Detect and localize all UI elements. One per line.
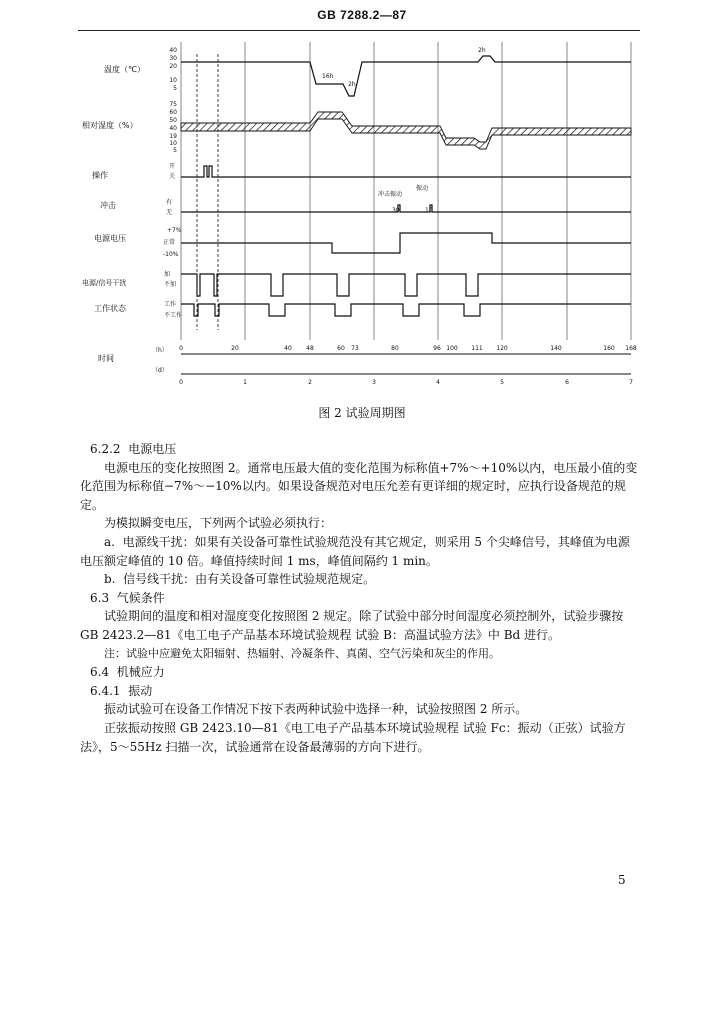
dashed-guides [181, 54, 232, 330]
row-label-operation: 操作 [92, 171, 108, 180]
voltage-state-low: -10% [163, 251, 179, 258]
humidity-tick: 10 [169, 140, 177, 147]
temp-tick: 5 [173, 85, 177, 92]
hour-tick: 20 [231, 345, 239, 352]
hour-tick: 40 [284, 345, 292, 352]
section-heading-6-2-2: 6.2.2 电源电压 [90, 442, 177, 456]
days-unit: （d） [152, 367, 168, 374]
power-signal-state-on: 加 [164, 271, 171, 278]
hour-tick: 48 [306, 345, 314, 352]
humidity-tick: 5 [173, 147, 177, 154]
vertical-grid [181, 42, 631, 340]
paragraph: 电源电压的变化按照图 2。通常电压最大值的变化范围为标称值+7%～+10%以内，电压最小值的变化范围为标称值−7%～−10%以内。如果设备规范对电压允差有更详细的规定时，应执行设备规范的规定。 [80, 460, 638, 512]
figure-caption: 图 2 试验周期图 [318, 406, 406, 420]
hours-unit: （h） [152, 347, 168, 354]
header-rule [78, 30, 640, 31]
hour-tick: 120 [496, 345, 508, 352]
operation-state-on: 开 [169, 163, 176, 170]
test-cycle-figure [0, 40, 724, 400]
hour-tick: 100 [446, 345, 458, 352]
row-label-vibration: 冲击 [100, 201, 116, 210]
section-heading-6-4-1: 6.4.1 振动 [90, 683, 153, 698]
day-tick: 7 [629, 379, 633, 386]
row-label-humidity: 相对湿度（%） [82, 121, 138, 130]
day-tick: 5 [500, 379, 504, 386]
hour-tick: 96 [433, 345, 441, 352]
humidity-tick: 19 [169, 133, 177, 140]
paragraph: 正弦振动按照 GB 2423.10—81《电工电子产品基本环境试验规程 试验 Fc：振动（正弦）试验方法》，5～55Hz 扫描一次，试验通常在设备最薄弱的方向下进行。 [80, 720, 626, 754]
hour-tick: 160 [603, 345, 615, 352]
humidity-band [181, 112, 631, 149]
hour-tick: 140 [550, 345, 562, 352]
operating-state-working: 工作 [164, 301, 177, 308]
day-tick: 1 [243, 379, 247, 386]
vibration-line [181, 205, 631, 212]
humidity-tick: 50 [169, 117, 177, 124]
humidity-tick: 60 [169, 109, 177, 116]
list-item-b: b. 信号线干扰：由有关设备可靠性试验规范规定。 [104, 572, 376, 587]
vibration-label-shock: 冲击振动 [378, 191, 403, 198]
row-label-power-voltage: 电源电压 [94, 234, 126, 243]
paragraph: 为模拟瞬变电压，下列两个试验必须执行： [104, 516, 333, 531]
document-number-header: GB 7288.2—87 [317, 8, 407, 22]
day-tick: 4 [436, 379, 440, 386]
note: 注：试验中应避免太阳辐射、热辐射、冷凝条件、真菌、空气污染和灰尘的作用。 [104, 646, 500, 660]
temp-tick: 40 [169, 47, 177, 54]
temp-tick: 30 [169, 55, 177, 62]
page-number: 5 [618, 873, 626, 887]
day-tick: 3 [372, 379, 376, 386]
power-signal-line [181, 274, 631, 296]
day-tick: 6 [565, 379, 569, 386]
operation-line [181, 166, 631, 177]
power-signal-state-off: 不加 [164, 281, 177, 288]
vibration-state-yes: 有 [166, 199, 173, 206]
vibration-label-vibration: 振动 [416, 185, 429, 192]
humidity-tick: 40 [169, 125, 177, 132]
voltage-state-high: +7% [167, 227, 182, 234]
temp-tick: 20 [169, 63, 177, 70]
row-label-temperature: 温度（℃） [104, 65, 145, 74]
operating-status-line [181, 304, 631, 316]
hour-tick: 168 [625, 345, 637, 352]
annotation-2h-b: 2h [478, 47, 486, 54]
list-item-a: a. 电源线干扰：如果有关设备可靠性试验规范没有其它规定，则采用 5 个尖峰信号，其峰值为电源电压额定峰值的 10 倍。峰值持续时间 1 ms，峰值间隔约 1 min。 [80, 534, 630, 568]
hour-tick: 0 [179, 345, 183, 352]
voltage-state-normal: 正常 [163, 239, 176, 246]
power-voltage-line [181, 233, 631, 253]
temperature-line [181, 56, 631, 96]
annotation-2h-a: 2h [348, 81, 356, 88]
day-tick: 0 [179, 379, 183, 386]
row-label-time: 时间 [98, 354, 114, 363]
body-text [80, 440, 640, 756]
vibration-mark: 10 [425, 207, 433, 214]
hour-tick: 111 [471, 345, 483, 352]
hour-tick: 60 [337, 345, 345, 352]
vibration-mark: 30 [392, 207, 400, 214]
paragraph: 振动试验可在设备工作情况下按下表两种试验中选择一种，试验按照图 2 所示。 [104, 702, 528, 717]
hour-tick: 73 [351, 345, 359, 352]
row-label-power-signal: 电源/信号干扰 [82, 279, 127, 287]
section-heading-6-4: 6.4 机械应力 [90, 665, 165, 680]
paragraph: 试验期间的温度和相对湿度变化按照图 2 规定。除了试验中部分时间湿度必须控制外，试验步骤按 GB 2423.2—81《电工电子产品基本环境试验规程 试验 B：高温试验方法》中 Bd 进行。 [80, 609, 624, 642]
hour-tick: 80 [391, 345, 399, 352]
temp-tick: 10 [169, 77, 177, 84]
row-label-operating-status: 工作状态 [94, 304, 126, 313]
vibration-state-no: 无 [166, 209, 173, 216]
humidity-tick: 75 [169, 101, 177, 108]
operation-state-off: 关 [169, 173, 176, 180]
operating-state-idle: 不工作 [164, 312, 183, 319]
annotation-16h: 16h [322, 73, 334, 80]
day-tick: 2 [308, 379, 312, 386]
section-heading-6-3: 6.3 气候条件 [90, 590, 165, 605]
